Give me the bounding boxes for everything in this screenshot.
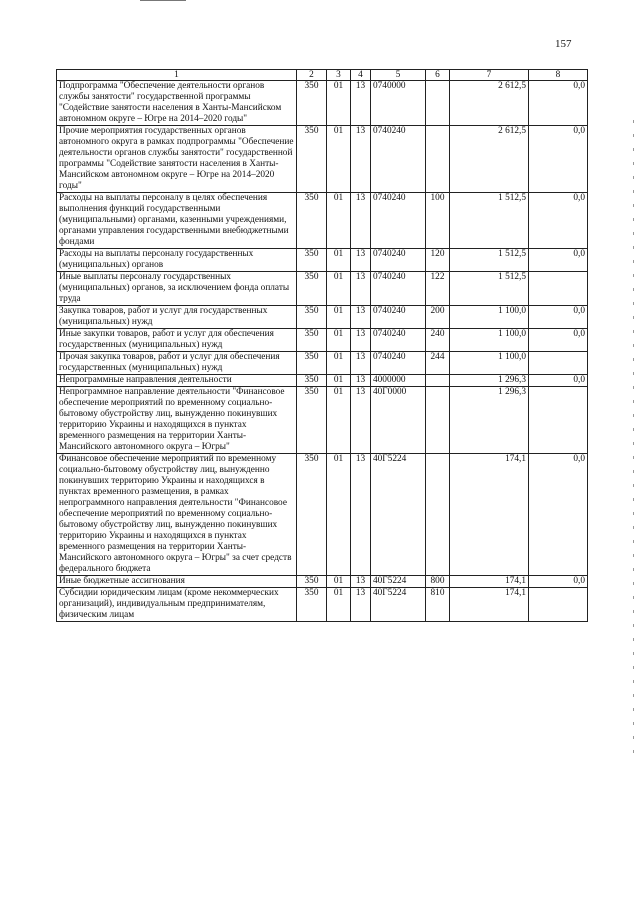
amount-cell: 2 612,5 (450, 81, 529, 126)
target-article-cell: 0740240 (371, 126, 426, 193)
amount-cell: 1 296,3 (450, 375, 529, 387)
target-article-cell: 0740240 (371, 352, 426, 375)
table-row (57, 387, 588, 454)
row-name-cell: Непрограммные направления деятельности (57, 375, 297, 387)
expense-type-cell: 200 (426, 306, 450, 329)
subsection-cell: 13 (351, 193, 371, 249)
subsection-cell: 13 (351, 126, 371, 193)
subsection-cell: 13 (351, 375, 371, 387)
amount-secondary-cell: 0,0 (529, 375, 588, 387)
row-name-cell: Прочие мероприятия государственных органов автономного округа в рамках подпрограммы "Обеспечение деятельности органов службы занятости" государственной программы "Содействие занятости населения в Ханты-Мансийском автономном округе – Югре на 2014–2020 годы" (57, 126, 297, 193)
admin-code-cell: 350 (297, 126, 327, 193)
scan-edge-mark (140, 0, 186, 3)
page-number: 157 (555, 38, 572, 50)
amount-cell: 1 100,0 (450, 352, 529, 375)
amount-cell: 1 296,3 (450, 387, 529, 454)
row-name-cell: Субсидии юридическим лицам (кроме некоммерческих организаций), индивидуальным предпринимателям, физическим лицам (57, 588, 297, 622)
admin-code-cell: 350 (297, 576, 327, 588)
expense-type-cell: 800 (426, 576, 450, 588)
section-cell: 01 (327, 193, 351, 249)
table-row (57, 272, 588, 306)
section-cell: 01 (327, 588, 351, 622)
table-row (57, 306, 588, 329)
subsection-cell: 13 (351, 306, 371, 329)
amount-cell: 1 100,0 (450, 306, 529, 329)
expense-type-cell: 810 (426, 588, 450, 622)
amount-secondary-cell (529, 272, 588, 306)
row-name-cell: Непрограммное направление деятельности "Финансовое обеспечение мероприятий по временному социально-бытовому обустройству лиц, вынужденно покинувших территорию Украины и находящихся в пунктах временного размещения на территории Ханты-Мансийского автономного округа – Югры" (57, 387, 297, 454)
amount-cell: 174,1 (450, 588, 529, 622)
amount-secondary-cell: 0,0 (529, 306, 588, 329)
amount-cell: 1 512,5 (450, 272, 529, 306)
subsection-cell: 13 (351, 352, 371, 375)
subsection-cell: 13 (351, 272, 371, 306)
target-article-cell: 0740240 (371, 272, 426, 306)
target-article-cell: 40Г0000 (371, 387, 426, 454)
section-cell: 01 (327, 576, 351, 588)
section-cell: 01 (327, 126, 351, 193)
target-article-cell: 0740240 (371, 249, 426, 272)
column-header: 5 (371, 70, 426, 81)
row-name-cell: Иные бюджетные ассигнования (57, 576, 297, 588)
amount-secondary-cell: 0,0 (529, 329, 588, 352)
subsection-cell: 13 (351, 588, 371, 622)
column-header: 7 (450, 70, 529, 81)
row-name-cell: Расходы на выплаты персоналу в целях обеспечения выполнения функций государственными (муниципальными) органами, казенными учреждениями, органами управления государственными внебюджетными фондами (57, 193, 297, 249)
column-header: 2 (297, 70, 327, 81)
expense-type-cell: 120 (426, 249, 450, 272)
expense-type-cell (426, 375, 450, 387)
table-row (57, 81, 588, 126)
target-article-cell: 0740240 (371, 306, 426, 329)
section-cell: 01 (327, 249, 351, 272)
subsection-cell: 13 (351, 454, 371, 576)
column-header: 1 (57, 70, 297, 81)
expense-type-cell (426, 454, 450, 576)
row-name-cell: Иные закупки товаров, работ и услуг для обеспечения государственных (муниципальных) нужд (57, 329, 297, 352)
amount-cell: 1 512,5 (450, 193, 529, 249)
section-cell: 01 (327, 272, 351, 306)
admin-code-cell: 350 (297, 375, 327, 387)
admin-code-cell: 350 (297, 387, 327, 454)
subsection-cell: 13 (351, 81, 371, 126)
expense-type-cell: 244 (426, 352, 450, 375)
amount-secondary-cell: 0,0 (529, 454, 588, 576)
admin-code-cell: 350 (297, 454, 327, 576)
admin-code-cell: 350 (297, 193, 327, 249)
section-cell: 01 (327, 81, 351, 126)
amount-cell: 174,1 (450, 454, 529, 576)
amount-secondary-cell: 0,0 (529, 576, 588, 588)
subsection-cell: 13 (351, 576, 371, 588)
header-row (57, 70, 588, 81)
table-row (57, 249, 588, 272)
amount-cell: 1 100,0 (450, 329, 529, 352)
section-cell: 01 (327, 387, 351, 454)
column-header: 3 (327, 70, 351, 81)
table-row (57, 193, 588, 249)
target-article-cell: 0740240 (371, 329, 426, 352)
amount-secondary-cell: 0,0 (529, 81, 588, 126)
amount-secondary-cell (529, 387, 588, 454)
amount-secondary-cell (529, 588, 588, 622)
admin-code-cell: 350 (297, 588, 327, 622)
expense-type-cell: 122 (426, 272, 450, 306)
section-cell: 01 (327, 454, 351, 576)
expense-type-cell: 240 (426, 329, 450, 352)
amount-cell: 2 612,5 (450, 126, 529, 193)
row-name-cell: Иные выплаты персоналу государственных (муниципальных) органов, за исключением фонда оплаты труда (57, 272, 297, 306)
table-row (57, 352, 588, 375)
table-row (57, 588, 588, 622)
target-article-cell: 0740000 (371, 81, 426, 126)
admin-code-cell: 350 (297, 249, 327, 272)
column-header: 8 (529, 70, 588, 81)
target-article-cell: 40Г5224 (371, 588, 426, 622)
expense-type-cell: 100 (426, 193, 450, 249)
admin-code-cell: 350 (297, 306, 327, 329)
row-name-cell: Прочая закупка товаров, работ и услуг для обеспечения государственных (муниципальных) нужд (57, 352, 297, 375)
amount-secondary-cell (529, 352, 588, 375)
amount-secondary-cell: 0,0 (529, 249, 588, 272)
row-name-cell: Подпрограмма "Обеспечение деятельности органов службы занятости" государственной программы "Содействие занятости населения в Ханты-Мансийском автономном округе – Югре на 2014–2020 годы" (57, 81, 297, 126)
admin-code-cell: 350 (297, 81, 327, 126)
table-row (57, 126, 588, 193)
column-header: 4 (351, 70, 371, 81)
subsection-cell: 13 (351, 249, 371, 272)
section-cell: 01 (327, 306, 351, 329)
section-cell: 01 (327, 352, 351, 375)
table-row (57, 329, 588, 352)
scan-edge-dashes (633, 120, 634, 760)
admin-code-cell: 350 (297, 352, 327, 375)
target-article-cell: 40Г5224 (371, 576, 426, 588)
table-row (57, 576, 588, 588)
expense-type-cell (426, 387, 450, 454)
admin-code-cell: 350 (297, 272, 327, 306)
target-article-cell: 0740240 (371, 193, 426, 249)
amount-secondary-cell: 0,0 (529, 126, 588, 193)
subsection-cell: 13 (351, 387, 371, 454)
amount-cell: 174,1 (450, 576, 529, 588)
table-row (57, 454, 588, 576)
expense-type-cell (426, 126, 450, 193)
target-article-cell: 40Г5224 (371, 454, 426, 576)
section-cell: 01 (327, 375, 351, 387)
row-name-cell: Закупка товаров, работ и услуг для государственных (муниципальных) нужд (57, 306, 297, 329)
table-row (57, 375, 588, 387)
row-name-cell: Финансовое обеспечение мероприятий по временному социально-бытовому обустройству лиц, вынужденно покинувших территорию Украины и находящихся в пунктах временного размещения, в рамках непрограммного направления деятельности "Финансовое обеспечение мероприятий по временному социально-бытовому обустройству лиц, вынужденно покинувших территорию Украины и находящихся в пунктах временного размещения на территории Ханты-Мансийского автономного округа – Югры" за счет средств федерального бюджета (57, 454, 297, 576)
target-article-cell: 4000000 (371, 375, 426, 387)
column-header: 6 (426, 70, 450, 81)
admin-code-cell: 350 (297, 329, 327, 352)
expense-type-cell (426, 81, 450, 126)
section-cell: 01 (327, 329, 351, 352)
row-name-cell: Расходы на выплаты персоналу государственных (муниципальных) органов (57, 249, 297, 272)
subsection-cell: 13 (351, 329, 371, 352)
budget-table (56, 69, 588, 622)
amount-secondary-cell: 0,0 (529, 193, 588, 249)
amount-cell: 1 512,5 (450, 249, 529, 272)
